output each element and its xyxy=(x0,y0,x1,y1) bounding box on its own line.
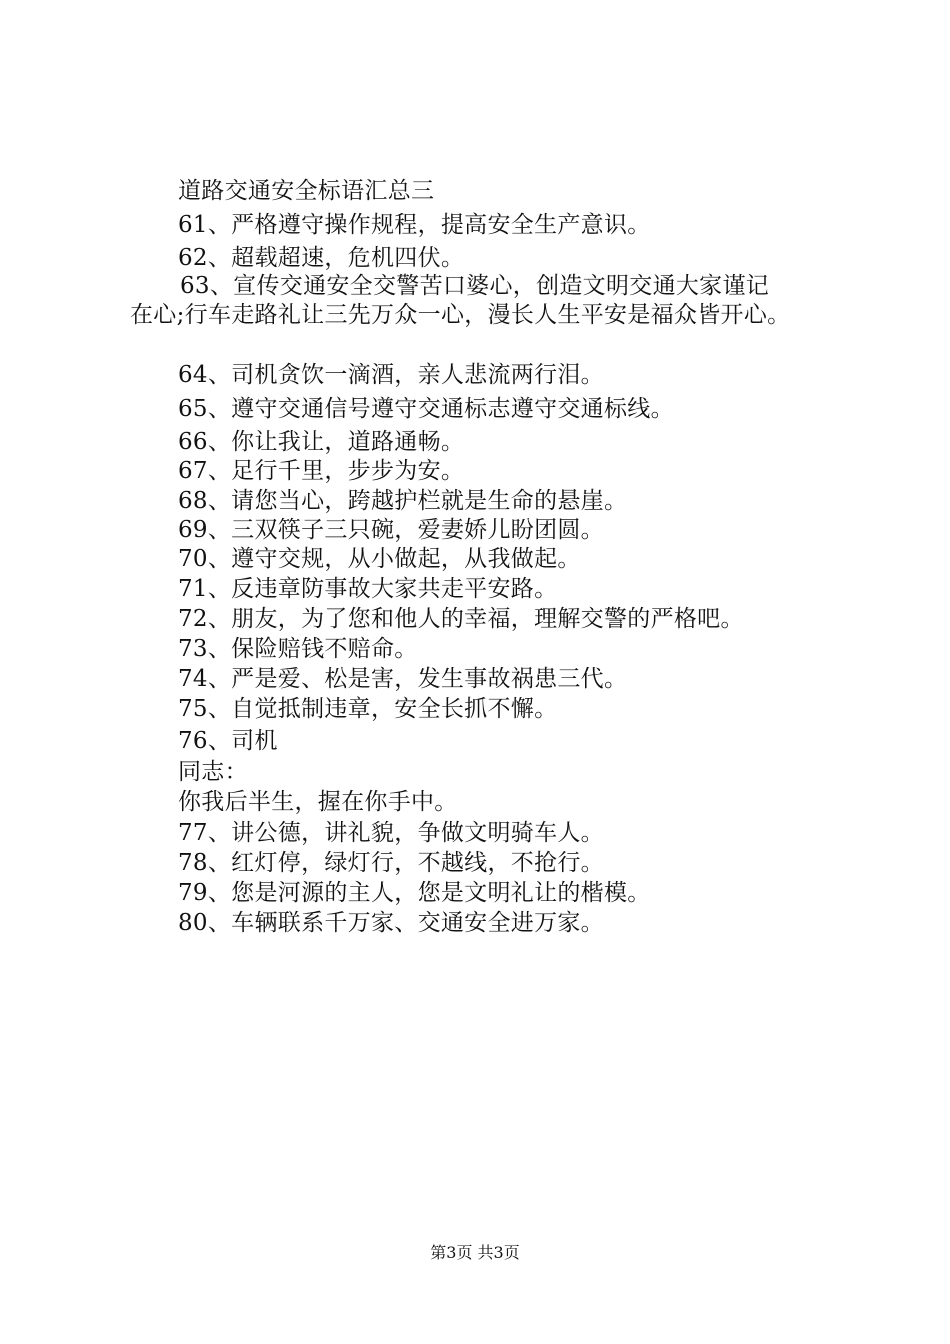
slogan-line-continuation: 在心;行车走路礼让三先万众一心，漫长人生平安是福众皆开心。 xyxy=(130,302,791,328)
slogan-line: 70、遵守交规，从小做起，从我做起。 xyxy=(178,546,581,572)
slogan-line: 65、遵守交通信号遵守交通标志遵守交通标线。 xyxy=(178,396,674,422)
slogan-line: 同志： xyxy=(178,759,248,785)
slogan-line: 66、你让我让，道路通畅。 xyxy=(178,429,465,455)
slogan-line: 80、车辆联系千万家、交通安全进万家。 xyxy=(178,910,604,936)
slogan-line: 75、自觉抵制违章，安全长抓不懈。 xyxy=(178,696,558,722)
slogan-line: 77、讲公德，讲礼貌，争做文明骑车人。 xyxy=(178,820,604,846)
slogan-line: 79、您是河源的主人，您是文明礼让的楷模。 xyxy=(178,880,651,906)
slogan-line: 67、足行千里，步步为安。 xyxy=(178,458,465,484)
slogan-line: 62、超载超速，危机四伏。 xyxy=(178,245,465,271)
slogan-line: 61、严格遵守操作规程，提高安全生产意识。 xyxy=(178,212,651,238)
slogan-line: 71、反违章防事故大家共走平安路。 xyxy=(178,576,558,602)
slogan-line: 72、朋友，为了您和他人的幸福，理解交警的严格吧。 xyxy=(178,606,744,632)
slogan-line: 你我后半生，握在你手中。 xyxy=(178,789,458,815)
slogan-line: 69、三双筷子三只碗，爱妻娇儿盼团圆。 xyxy=(178,517,604,543)
slogan-line: 78、红灯停，绿灯行，不越线，不抢行。 xyxy=(178,850,604,876)
slogan-line: 73、保险赔钱不赔命。 xyxy=(178,636,418,662)
slogan-line: 74、严是爱、松是害，发生事故祸患三代。 xyxy=(178,666,628,692)
slogan-line: 68、请您当心，跨越护栏就是生命的悬崖。 xyxy=(178,488,628,514)
slogan-line: 76、司机 xyxy=(178,728,278,754)
page-number: 第3页 共3页 xyxy=(430,1243,520,1262)
slogan-line: 63、宣传交通安全交警苦口婆心，创造文明交通大家谨记 xyxy=(180,273,770,299)
document-title: 道路交通安全标语汇总三 xyxy=(178,178,435,204)
slogan-line: 64、司机贪饮一滴酒，亲人悲流两行泪。 xyxy=(178,362,604,388)
